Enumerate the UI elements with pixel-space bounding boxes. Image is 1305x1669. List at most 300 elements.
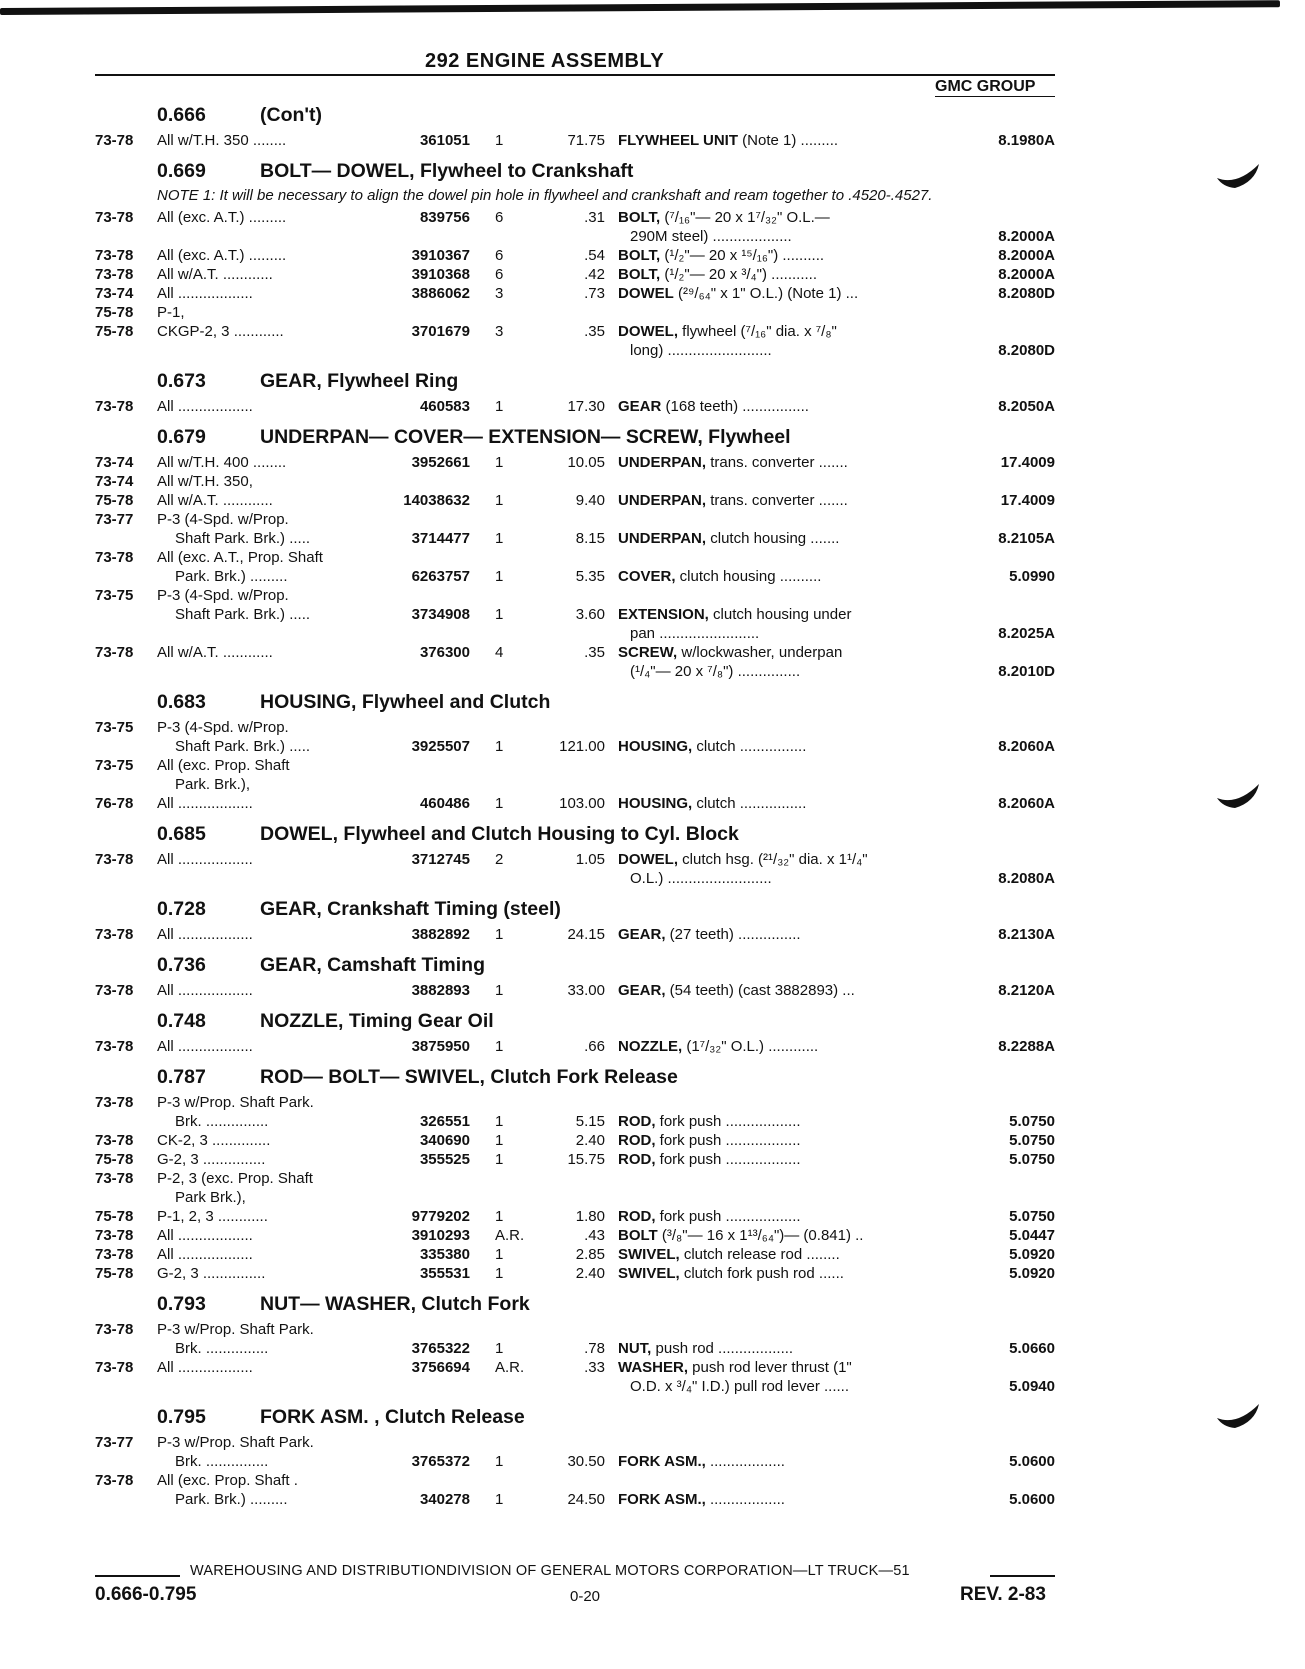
part-row [0,1169,1305,1188]
group-reference: 8.2130A [998,926,1055,943]
description [618,397,948,416]
application: P-3 w/Prop. Shaft Park. [157,1434,314,1451]
part-row [0,341,1305,360]
section-header [0,687,1305,718]
description [618,246,948,265]
price: 2.40 [575,1265,605,1282]
description-detail: fork push .................. [655,1151,801,1168]
description-detail: (168 teeth) ................ [661,398,809,415]
binder-hole-top-icon [1215,160,1265,190]
application: All (exc. A.T.) ......... [157,247,287,264]
price: 1.80 [575,1208,605,1225]
price: 5.35 [575,568,605,585]
group-reference: 8.2000A [998,266,1055,283]
description [618,1490,948,1509]
model-years: 73-78 [95,1170,134,1187]
model-years: 73-75 [95,719,134,736]
price: .33 [584,1359,605,1376]
description-detail: (¹/₂"— 20 x ¹⁵/₁₆") .......... [660,247,825,264]
group-reference: 8.2060A [998,738,1055,755]
model-years: 75-78 [95,1208,134,1225]
part-row [0,1490,1305,1509]
section-number: 0.748 [157,1010,206,1032]
model-years: 73-77 [95,1434,134,1451]
section-number: 0.736 [157,954,206,976]
part-number: 335380 [419,1246,470,1263]
application: Shaft Park. Brk.) ..... [175,606,311,623]
application: All .................. [157,982,253,999]
description-detail: (²⁹/₆₄" x 1" O.L.) (Note 1) ... [673,285,859,302]
model-years: 73-75 [95,587,134,604]
part-row [0,453,1305,472]
description-keyword: GEAR [618,398,662,415]
application: CK-2, 3 .............. [157,1132,271,1149]
description-detail: (³/₈"— 16 x 1¹³/₆₄")— (0.841) .. [657,1227,864,1244]
part-number: 460583 [419,398,470,415]
part-row [0,1339,1305,1358]
price: 103.00 [559,795,605,812]
section-header [0,950,1305,981]
part-number: 460486 [419,795,470,812]
application: P-3 w/Prop. Shaft Park. [157,1321,314,1338]
part-row [0,510,1305,529]
section-number: 0.669 [157,160,206,182]
price: .78 [584,1340,605,1357]
price: 9.40 [575,492,605,509]
price: .35 [584,644,605,661]
section-number: 0.673 [157,370,206,392]
group-reference: 8.2025A [998,625,1055,642]
description-detail: (¹/₄"— 20 x ⁷/₈") ............... [630,663,801,680]
model-years: 73-74 [95,454,134,471]
part-number: 3765322 [411,1340,470,1357]
description-keyword: BOLT, [618,247,661,264]
part-number: 3882893 [411,982,470,999]
price: 121.00 [559,738,605,755]
section-number: 0.795 [157,1406,206,1428]
quantity: 1 [495,1113,504,1130]
part-row [0,1150,1305,1169]
description-detail: clutch fork push rod ...... [679,1265,844,1282]
price: .54 [584,247,605,264]
part-row [0,925,1305,944]
description [618,605,948,624]
description [630,341,960,360]
price: 71.75 [567,132,605,149]
section-header [0,156,1305,187]
quantity: 1 [495,492,504,509]
price: 24.15 [567,926,605,943]
footer-page-number: 0-20 [570,1588,601,1605]
description [618,1131,948,1150]
description-keyword: BOLT, [618,209,661,226]
application: Brk. ............... [175,1453,269,1470]
description-detail: (⁷/₁₆"— 20 x 1⁷/₃₂" O.L.— [660,209,830,226]
quantity: 6 [495,247,504,264]
footer-division: WAREHOUSING AND DISTRIBUTIONDIVISION OF GENERAL MOTORS CORPORATION—LT TRUCK—51 [190,1563,910,1579]
quantity: 1 [495,1340,504,1357]
model-years: 73-78 [95,247,134,264]
model-years: 75-78 [95,492,134,509]
application: All w/A.T. ............ [157,266,273,283]
part-row [0,397,1305,416]
part-row [0,1358,1305,1377]
part-number: 3734908 [411,606,470,623]
quantity: A.R. [495,1227,525,1244]
part-number: 3714477 [411,530,470,547]
group-reference: 8.2080D [998,342,1055,359]
section-note: NOTE 1: It will be necessary to align the dowel pin hole in flywheel and crankshaft and ream together to .4520-.4527. [157,187,933,204]
description [618,1339,948,1358]
part-number: 3882892 [411,926,470,943]
description-detail: clutch hsg. (²¹/₃₂" dia. x 1¹/₄" [678,851,868,868]
part-row [0,491,1305,510]
part-row [0,1207,1305,1226]
section-title: GEAR, Crankshaft Timing (steel) [260,898,561,920]
description [630,869,960,888]
part-number: 3910367 [411,247,470,264]
part-row [0,131,1305,150]
part-row [0,869,1305,888]
part-number: 355525 [419,1151,470,1168]
group-reference: 5.0750 [1009,1113,1055,1130]
part-row [0,1471,1305,1490]
application: All (exc. A.T.) ......... [157,209,287,226]
footer-range: 0.666-0.795 [95,1584,197,1605]
description-detail: (1⁷/₃₂" O.L.) ............ [682,1038,819,1055]
quantity: 1 [495,738,504,755]
section-header [0,1402,1305,1433]
description-detail: .................. [705,1491,785,1508]
group-underline [935,96,1055,97]
application: P-1, [157,304,185,321]
application: All .................. [157,398,253,415]
part-row [0,643,1305,662]
section-header [0,1006,1305,1037]
part-row [0,1131,1305,1150]
description [618,265,948,284]
part-row [0,472,1305,491]
part-number: 3886062 [411,285,470,302]
part-row [0,1433,1305,1452]
application: P-3 w/Prop. Shaft Park. [157,1094,314,1111]
application: Park. Brk.) ......... [175,568,288,585]
section-number: 0.666 [157,104,206,126]
section-title: FORK ASM. , Clutch Release [260,1406,525,1428]
quantity: A.R. [495,1359,525,1376]
section-header [0,819,1305,850]
description [618,491,948,510]
description-detail: long) ......................... [630,342,772,359]
description-keyword: DOWEL, [618,851,678,868]
application: All .................. [157,795,253,812]
section-header [0,1289,1305,1320]
description-detail: .................. [705,1453,785,1470]
part-number: 3765372 [411,1453,470,1470]
group-reference: 5.0447 [1009,1227,1055,1244]
description-keyword: EXTENSION, [618,606,709,623]
model-years: 73-78 [95,851,134,868]
model-years: 73-75 [95,757,134,774]
model-years: 73-78 [95,1472,134,1489]
description-detail: push rod .................. [651,1340,794,1357]
quantity: 6 [495,209,504,226]
part-row [0,567,1305,586]
part-number: 361051 [419,132,470,149]
application: Park. Brk.), [175,776,251,793]
description [618,1358,948,1377]
part-number: 3910368 [411,266,470,283]
description-detail: fork push .................. [655,1113,801,1130]
section-title: DOWEL, Flywheel and Clutch Housing to Cyl. Block [260,823,739,845]
section-number: 0.683 [157,691,206,713]
part-number: 3952661 [411,454,470,471]
description [618,1037,948,1056]
description-detail: pan ........................ [630,625,760,642]
part-row [0,850,1305,869]
part-number: 9779202 [411,1208,470,1225]
section-number: 0.787 [157,1066,206,1088]
description-keyword: SWIVEL, [618,1246,680,1263]
section-number: 0.679 [157,426,206,448]
section-header [0,100,1305,131]
description-detail: (27 teeth) ............... [665,926,801,943]
quantity: 1 [495,1151,504,1168]
part-row [0,586,1305,605]
description-detail: trans. converter ....... [706,492,848,509]
description [618,284,948,303]
model-years: 73-78 [95,132,134,149]
quantity: 1 [495,132,504,149]
description-detail: 290M steel) ................... [630,228,792,245]
page-title: 292 ENGINE ASSEMBLY [425,50,665,72]
quantity: 1 [495,1132,504,1149]
description-detail: push rod lever thrust (1" [688,1359,852,1376]
price: 2.85 [575,1246,605,1263]
quantity: 1 [495,926,504,943]
application: All .................. [157,926,253,943]
application: P-1, 2, 3 ............ [157,1208,268,1225]
part-row [0,624,1305,643]
price: .66 [584,1038,605,1055]
part-row [0,662,1305,681]
application: Park Brk.), [175,1189,246,1206]
application: All .................. [157,851,253,868]
model-years: 73-78 [95,926,134,943]
description-detail: clutch ................ [692,795,807,812]
description-keyword: FORK ASM., [618,1453,706,1470]
part-number: 340278 [419,1491,470,1508]
section-header [0,1062,1305,1093]
description [618,453,948,472]
application: All .................. [157,1246,253,1263]
group-reference: 8.2080A [998,870,1055,887]
section-title: HOUSING, Flywheel and Clutch [260,691,551,713]
description [618,925,948,944]
price: 17.30 [567,398,605,415]
part-row [0,529,1305,548]
application: Shaft Park. Brk.) ..... [175,738,311,755]
application: All w/T.H. 400 ........ [157,454,287,471]
description-detail: clutch release rod ........ [679,1246,840,1263]
part-row [0,1037,1305,1056]
group-reference: 5.0750 [1009,1151,1055,1168]
application: Brk. ............... [175,1340,269,1357]
price: 8.15 [575,530,605,547]
description-detail: trans. converter ....... [706,454,848,471]
application: All .................. [157,1038,253,1055]
description-detail: clutch housing ....... [706,530,840,547]
quantity: 1 [495,454,504,471]
quantity: 1 [495,1038,504,1055]
section-header [0,894,1305,925]
price: 33.00 [567,982,605,999]
model-years: 73-78 [95,644,134,661]
description-keyword: ROD, [618,1208,656,1225]
model-years: 75-78 [95,304,134,321]
price: .31 [584,209,605,226]
quantity: 1 [495,398,504,415]
description-detail: fork push .................. [655,1208,801,1225]
description [630,227,960,246]
model-years: 73-78 [95,398,134,415]
part-number: 3925507 [411,738,470,755]
part-row [0,1188,1305,1207]
description-detail: O.L.) ......................... [630,870,772,887]
description-keyword: NUT, [618,1340,652,1357]
description [618,1112,948,1131]
model-years: 73-74 [95,473,134,490]
description [618,1452,948,1471]
description [618,794,948,813]
group-reference: 8.2010D [998,663,1055,680]
model-years: 73-78 [95,1321,134,1338]
section-header [0,422,1305,453]
group-reference: 8.2000A [998,247,1055,264]
price: 3.60 [575,606,605,623]
description [618,1226,948,1245]
application: Park. Brk.) ......... [175,1491,288,1508]
price: 10.05 [567,454,605,471]
application: CKGP-2, 3 ............ [157,323,284,340]
price: 30.50 [567,1453,605,1470]
price: .42 [584,266,605,283]
section-title: ROD— BOLT— SWIVEL, Clutch Fork Release [260,1066,678,1088]
model-years: 75-78 [95,323,134,340]
quantity: 2 [495,851,504,868]
group-reference: 5.0990 [1009,568,1055,585]
quantity: 4 [495,644,504,661]
footer-rule-left [95,1575,180,1577]
section-number: 0.728 [157,898,206,920]
description-keyword: DOWEL, [618,323,678,340]
quantity: 3 [495,323,504,340]
application: All (exc. Prop. Shaft . [157,1472,298,1489]
application: All w/T.H. 350, [157,473,253,490]
description [630,624,960,643]
description-keyword: NOZZLE, [618,1038,683,1055]
section-title: NOZZLE, Timing Gear Oil [260,1010,494,1032]
application: All (exc. A.T., Prop. Shaft [157,549,323,566]
description [618,1207,948,1226]
part-number: 355531 [419,1265,470,1282]
group-reference: 5.0660 [1009,1340,1055,1357]
section-title: BOLT— DOWEL, Flywheel to Crankshaft [260,160,634,182]
model-years: 73-78 [95,1227,134,1244]
price: .43 [584,1227,605,1244]
part-row [0,1112,1305,1131]
application: All .................. [157,285,253,302]
application: G-2, 3 ............... [157,1151,266,1168]
part-row [0,1245,1305,1264]
description-detail: (¹/₂"— 20 x ³/₄") ........... [660,266,817,283]
part-row [0,775,1305,794]
description-detail: (Note 1) ......... [738,132,839,149]
description-detail: O.D. x ³/₄" I.D.) pull rod lever ...... [630,1378,849,1395]
description [618,850,948,869]
description-keyword: ROD, [618,1113,656,1130]
model-years: 73-78 [95,1038,134,1055]
description-keyword: GEAR, [618,982,666,999]
quantity: 1 [495,795,504,812]
part-number: 839756 [419,209,470,226]
part-row [0,794,1305,813]
quantity: 1 [495,1246,504,1263]
group-reference: 5.0940 [1009,1378,1055,1395]
application: P-3 (4-Spd. w/Prop. [157,587,289,604]
section-title: GEAR, Camshaft Timing [260,954,486,976]
section-number: 0.685 [157,823,206,845]
part-row [0,265,1305,284]
section-spacer [0,1509,1305,1515]
group-reference: 5.0750 [1009,1208,1055,1225]
part-row [0,227,1305,246]
group-reference: 5.0600 [1009,1453,1055,1470]
description-keyword: HOUSING, [618,795,693,812]
section-title: NUT— WASHER, Clutch Fork [260,1293,530,1315]
group-reference: 8.2120A [998,982,1055,999]
description-detail: clutch housing under [708,606,852,623]
model-years: 73-78 [95,1132,134,1149]
model-years: 73-78 [95,266,134,283]
part-row [0,737,1305,756]
description [618,208,948,227]
description-keyword: DOWEL [618,285,674,302]
part-row [0,1264,1305,1283]
description-detail: w/lockwasher, underpan [677,644,843,661]
part-row [0,981,1305,1000]
price: 1.05 [575,851,605,868]
binder-hole-bottom-icon [1215,1400,1265,1430]
quantity: 1 [495,1208,504,1225]
group-reference: 8.2080D [998,285,1055,302]
description-keyword: COVER, [618,568,676,585]
description-keyword: HOUSING, [618,738,693,755]
group-reference: 5.0750 [1009,1132,1055,1149]
footer-revision: REV. 2-83 [960,1584,1046,1605]
description [618,1150,948,1169]
description [630,662,960,681]
quantity: 1 [495,1453,504,1470]
group-reference: 5.0600 [1009,1491,1055,1508]
price: .35 [584,323,605,340]
part-row [0,303,1305,322]
price: 24.50 [567,1491,605,1508]
description [618,567,948,586]
model-years: 75-78 [95,1265,134,1282]
description [630,1377,960,1396]
description-detail: fork push .................. [655,1132,801,1149]
